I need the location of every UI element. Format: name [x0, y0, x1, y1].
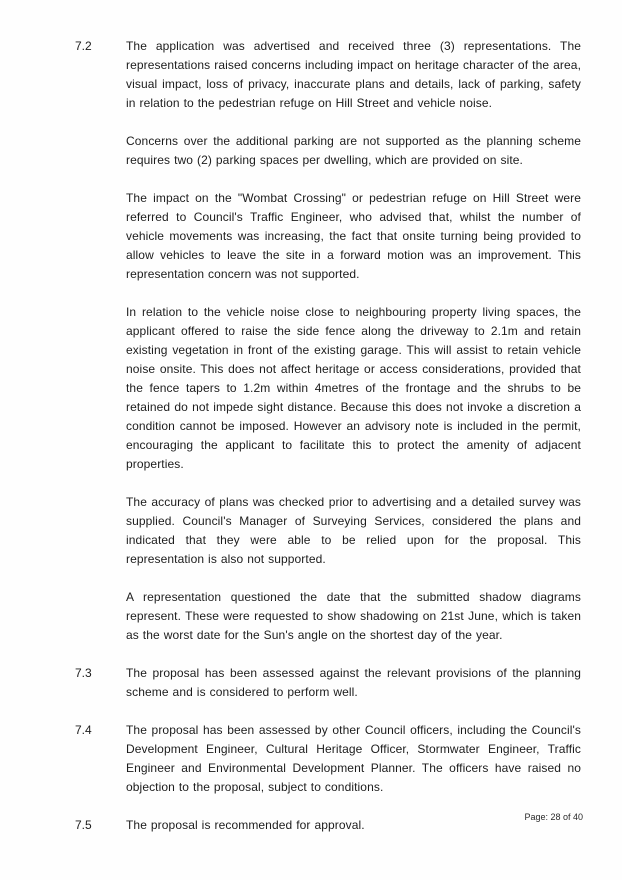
section-paragraph: The application was advertised and received three (3) representations. The representations raised concerns including impact on heritage character of the area, visual impact, loss of privacy, inaccurate plans and details, lack of parking, safety in relation to the pedestrian refuge on Hill Street and vehicle noise. — [126, 39, 581, 110]
section-7-5 — [75, 816, 581, 854]
section-body — [126, 816, 581, 854]
section-7-4 — [75, 721, 581, 816]
section-paragraph: The proposal has been assessed against the relevant provisions of the planning scheme and is considered to perform well. — [126, 666, 581, 699]
section-body — [126, 721, 581, 816]
section-body — [126, 37, 581, 664]
section-7-3 — [75, 664, 581, 721]
section-number: 7.5 — [75, 818, 92, 832]
page-number-footer: Page: 28 of 40 — [524, 812, 583, 822]
page-content — [75, 37, 581, 854]
section-body — [126, 664, 581, 721]
section-paragraph: The proposal is recommended for approval. — [126, 818, 365, 832]
section-paragraph: Concerns over the additional parking are not supported as the planning scheme requires two (2) parking spaces per dwelling, which are provided on site. — [126, 134, 581, 167]
section-number: 7.4 — [75, 723, 92, 737]
section-7-2 — [75, 37, 581, 664]
section-paragraph: In relation to the vehicle noise close to neighbouring property living spaces, the applicant offered to raise the side fence along the driveway to 2.1m and retain existing vegetation in front of the existing garage. This will assist to retain vehicle noise onsite. This does not affect heritage or access considerations, provided that the fence tapers to 1.2m within 4metres of the frontage and the shrubs to be retained do not impede sight distance. Because this does not invoke a discretion a condition cannot be imposed. However an advisory note is included in the permit, encouraging the applicant to facilitate this to protect the amenity of adjacent properties. — [126, 305, 581, 471]
section-paragraph: The accuracy of plans was checked prior to advertising and a detailed survey was supplied. Council's Manager of Surveying Services, considered the plans and indicated that they were able to be relied upon for the proposal. This representation is also not supported. — [126, 495, 581, 566]
section-number: 7.2 — [75, 39, 92, 53]
section-paragraph: A representation questioned the date that the submitted shadow diagrams represent. These were requested to show shadowing on 21st June, which is taken as the worst date for the Sun's angle on the shortest day of the year. — [126, 590, 581, 642]
section-number: 7.3 — [75, 666, 92, 680]
section-paragraph: The impact on the "Wombat Crossing" or pedestrian refuge on Hill Street were referred to Council's Traffic Engineer, who advised that, whilst the number of vehicle movements was increasing, the fact that onsite turning being provided to allow vehicles to leave the site in a forward motion was an improvement. This representation concern was not supported. — [126, 191, 581, 281]
section-paragraph: The proposal has been assessed by other Council officers, including the Council's Development Engineer, Cultural Heritage Officer, Stormwater Engineer, Traffic Engineer and Environmental Development Planner. The officers have raised no objection to the proposal, subject to conditions. — [126, 723, 581, 794]
